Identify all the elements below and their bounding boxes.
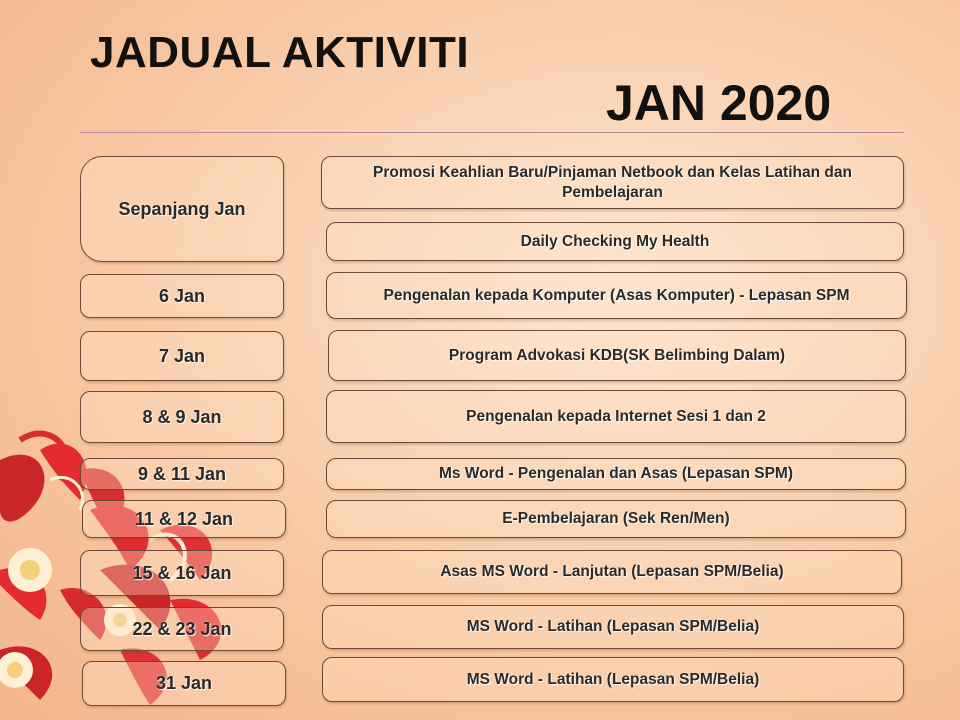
date-box	[80, 391, 284, 443]
page-title: JADUAL AKTIVITI	[90, 28, 470, 77]
activity-box	[326, 390, 906, 443]
activity-box	[322, 605, 904, 649]
activity-label: Daily Checking My Health	[520, 232, 710, 250]
date-label: 11 & 12 Jan	[134, 508, 234, 529]
activity-label: E-Pembelajaran (Sek Ren/Men)	[502, 510, 730, 527]
activity-label: MS Word - Latihan (Lepasan SPM/Belia)	[466, 670, 760, 688]
date-box	[80, 331, 284, 381]
activity-box	[322, 550, 902, 594]
date-box	[80, 458, 284, 490]
activity-box	[326, 222, 904, 261]
activity-label: MS Word - Latihan (Lepasan SPM/Belia)	[466, 618, 760, 635]
date-box	[80, 607, 284, 651]
date-box	[80, 550, 284, 596]
date-label: 22 & 23 Jan	[132, 618, 232, 639]
activity-box	[326, 458, 906, 490]
activity-box	[328, 330, 906, 381]
activity-label: Program Advokasi KDB(SK Belimbing Dalam)	[448, 346, 786, 364]
activity-box	[321, 156, 904, 209]
date-box	[80, 274, 284, 318]
activity-label: Pengenalan kepada Komputer (Asas Komputer) - Lepasan SPM	[383, 286, 850, 304]
date-label: 9 & 11 Jan	[137, 463, 227, 484]
activity-label: Ms Word - Pengenalan dan Asas (Lepasan SPM)	[439, 465, 793, 482]
date-box	[82, 500, 286, 538]
date-box	[82, 661, 286, 706]
date-label: 15 & 16 Jan	[132, 562, 232, 583]
title-divider	[80, 132, 904, 133]
date-label: Sepanjang Jan	[118, 198, 246, 219]
activity-box	[326, 500, 906, 538]
activity-label: Pengenalan kepada Internet Sesi 1 dan 2	[466, 407, 766, 425]
date-label: 6 Jan	[158, 285, 206, 306]
date-label: 31 Jan	[155, 673, 213, 693]
activity-label: Promosi Keahlian Baru/Pinjaman Netbook dan Kelas Latihan dan Pembelajaran	[373, 163, 852, 201]
date-label: 8 & 9 Jan	[142, 406, 222, 427]
page-subtitle: JAN 2020	[606, 75, 832, 131]
date-label: 7 Jan	[158, 345, 206, 366]
date-box	[80, 156, 284, 262]
activity-box	[326, 272, 907, 319]
activity-label: Asas MS Word - Lanjutan (Lepasan SPM/Belia)	[440, 563, 784, 580]
activity-box	[322, 657, 904, 702]
